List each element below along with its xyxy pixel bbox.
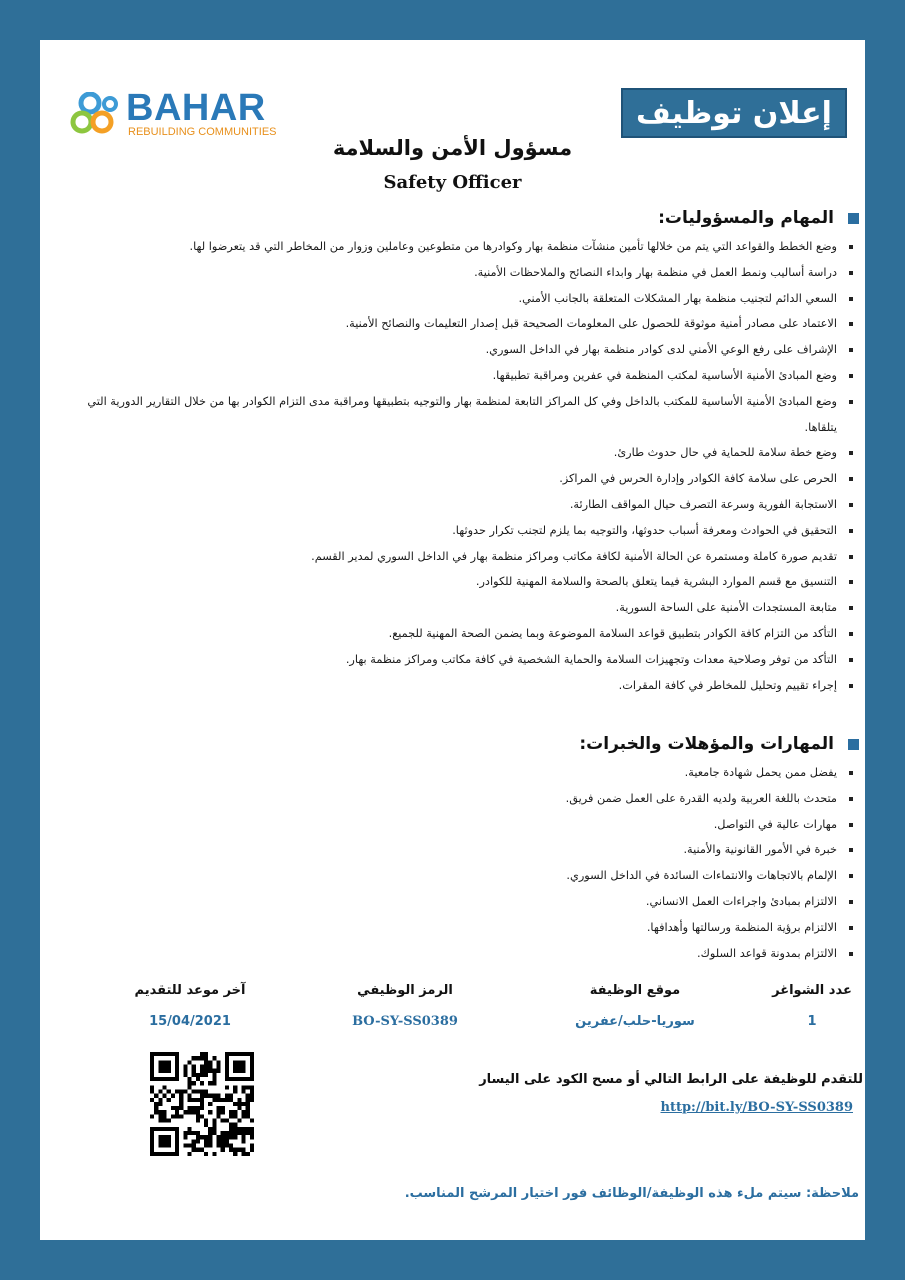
list-item: وضع خطة سلامة للحماية في حال حدوث طارئ. <box>67 440 857 466</box>
list-item: التنسيق مع قسم الموارد البشرية فيما يتعلق بالصحة والسلامة المهنية للكوادر. <box>67 569 857 595</box>
responsibilities-heading: المهام والمسؤوليات: <box>658 208 859 228</box>
section-bullet-icon <box>848 739 859 750</box>
list-item: تقديم صورة كاملة ومستمرة عن الحالة الأمنية لكافة مكاتب ومراكز منظمة بهار في الداخل السوري لمدير القسم. <box>67 544 857 570</box>
responsibilities-list <box>67 234 857 698</box>
list-item: التأكد من التزام كافة الكوادر بتطبيق قواعد السلامة الموضوعة وبما يضمن الصحة المهنية للجميع. <box>67 621 857 647</box>
deadline-info <box>115 980 265 1040</box>
qr-code-icon[interactable] <box>150 1052 254 1156</box>
list-item: الحرص على سلامة كافة الكوادر وإدارة الحرس في المراكز. <box>67 466 857 492</box>
skills-list <box>67 760 857 966</box>
list-item: الإشراف على رفع الوعي الأمني لدى كوادر منظمة بهار في الداخل السوري. <box>67 337 857 363</box>
job-announcement-page <box>40 40 865 1240</box>
location-label: موقع الوظيفة <box>589 983 681 998</box>
job-announcement-banner: إعلان توظيف <box>621 88 847 138</box>
deadline-label: آخر موعد للتقديم <box>134 983 246 998</box>
skills-heading: المهارات والمؤهلات والخبرات: <box>579 734 859 754</box>
list-item: متابعة المستجدات الأمنية على الساحة السورية. <box>67 595 857 621</box>
list-item: الالتزام بمبادئ واجراءات العمل الانساني. <box>67 889 857 915</box>
job-code-label: الرمز الوظيفي <box>357 983 453 998</box>
list-item: التحقيق في الحوادث ومعرفة أسباب حدوثها، والتوجيه بما يلزم لتجنب تكرار حدوثها. <box>67 518 857 544</box>
list-item: وضع المبادئ الأمنية الأساسية للمكتب بالداخل وفي كل المراكز التابعة لمنظمة بهار والتوجيه بتطبيقها ومراقبة مدى التزام الكوادر بها من خلال التقارير الدورية التي يتلقاها. <box>67 389 857 441</box>
list-item: الاستجابة الفورية وسرعة التصرف حيال المواقف الطارئة. <box>67 492 857 518</box>
vacancies-label: عدد الشواغر <box>772 983 852 998</box>
list-item: الالتزام برؤية المنظمة ورسالتها وأهدافها. <box>67 915 857 941</box>
apply-link[interactable]: http://bit.ly/BO-SY-SS0389 <box>660 1100 853 1115</box>
list-item: إجراء تقييم وتحليل للمخاطر في كافة المقرات. <box>67 673 857 699</box>
location-value: سوريا-حلب/عفرين <box>575 1014 695 1029</box>
list-item: متحدث باللغة العربية ولديه القدرة على العمل ضمن فريق. <box>67 786 857 812</box>
job-code-value: BO-SY-SS0389 <box>352 1014 458 1029</box>
list-item: السعي الدائم لتجنيب منظمة بهار المشكلات المتعلقة بالجانب الأمني. <box>67 286 857 312</box>
logo-name: BAHAR <box>126 87 266 129</box>
list-item: التأكد من توفر وصلاحية معدات وتجهيزات السلامة والحماية الشخصية في كافة مكاتب ومراكز منظمة بهار. <box>67 647 857 673</box>
deadline-value: 15/04/2021 <box>149 1014 231 1029</box>
logo-tagline: REBUILDING COMMUNITIES <box>128 126 277 138</box>
job-title-english: Safety Officer <box>383 172 522 193</box>
location-info <box>565 980 705 1040</box>
list-item: وضع المبادئ الأمنية الأساسية لمكتب المنظمة في عفرين ومراقبة تطبيقها. <box>67 363 857 389</box>
job-title-arabic: مسؤول الأمن والسلامة <box>332 136 573 160</box>
section-bullet-icon <box>848 213 859 224</box>
list-item: الالتزام بمدونة قواعد السلوك. <box>67 941 857 967</box>
list-item: الإلمام بالاتجاهات والانتماءات السائدة في الداخل السوري. <box>67 863 857 889</box>
list-item: دراسة أساليب ونمط العمل في منظمة بهار وابداء النصائح والملاحظات الأمنية. <box>67 260 857 286</box>
vacancies-value: 1 <box>807 1014 817 1029</box>
bahar-logo-icon <box>70 92 122 138</box>
bahar-logo <box>70 86 300 142</box>
list-item: خبرة في الأمور القانونية والأمنية. <box>67 837 857 863</box>
list-item: يفضل ممن يحمل شهادة جامعية. <box>67 760 857 786</box>
list-item: مهارات عالية في التواصل. <box>67 812 857 838</box>
vacancies-info <box>767 980 857 1040</box>
note-text: ملاحظة: سيتم ملء هذه الوظيفة/الوظائف فور اختيار المرشح المناسب. <box>404 1186 859 1201</box>
apply-instructions: للتقدم للوظيفة على الرابط التالي أو مسح الكود على اليسار <box>479 1072 863 1087</box>
list-item: الاعتماد على مصادر أمنية موثوقة للحصول على المعلومات الصحيحة قبل إصدار التعليمات والنصائح الأمنية. <box>67 311 857 337</box>
job-code-info <box>335 980 475 1040</box>
list-item: وضع الخطط والقواعد التي يتم من خلالها تأمين منشآت منظمة بهار وكوادرها من متطوعين وعاملين وزوار من المخاطر التي قد يتعرضوا لها. <box>67 234 857 260</box>
